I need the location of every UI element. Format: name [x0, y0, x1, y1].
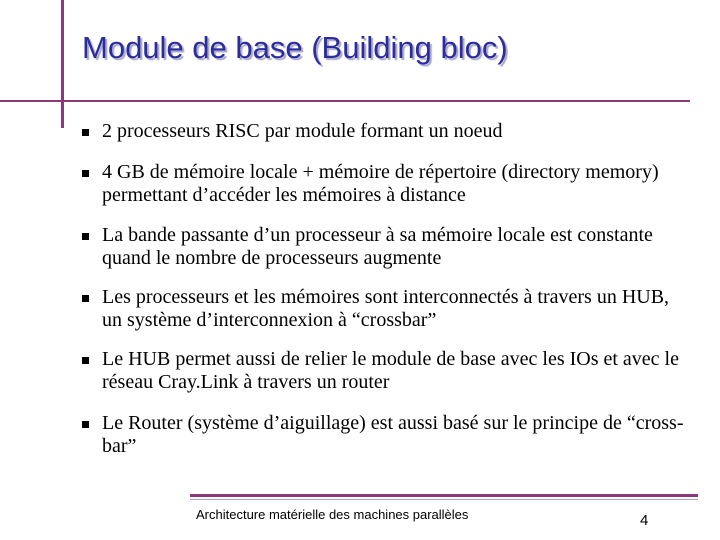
bullet-item	[82, 120, 502, 143]
horizontal-rule	[0, 100, 690, 102]
bullet-text: La bande passante d’un processeur à sa mémoire locale est constante quand le nombre de processeurs augmente	[102, 224, 653, 269]
bullet-square-icon	[82, 357, 89, 364]
vertical-rule	[61, 0, 64, 128]
bullet-text: Les processeurs et les mémoires sont interconnectés à travers un HUB, un système d’interconnexion à “crossbar”	[102, 286, 670, 331]
bullet-item	[82, 348, 692, 394]
bullet-item	[82, 286, 692, 332]
slide-title: Module de base (Building bloc)	[82, 30, 508, 65]
footer-text: Architecture matérielle des machines parallèles	[196, 507, 469, 522]
bullet-item	[82, 161, 692, 207]
bullet-text: 4 GB de mémoire locale + mémoire de répertoire (directory memory) permettant d’accéder les mémoires à distance	[102, 161, 659, 206]
bullet-item	[82, 224, 692, 270]
bullet-square-icon	[82, 295, 89, 302]
bullet-square-icon	[82, 129, 89, 136]
bullet-item	[82, 412, 692, 458]
bullet-square-icon	[82, 421, 89, 428]
bullet-text: Le Router (système d’aiguillage) est aussi basé sur le principe de “cross-bar”	[102, 412, 684, 457]
bullet-text: 2 processeurs RISC par module formant un noeud	[102, 120, 503, 142]
page-number: 4	[640, 512, 649, 529]
footer-rule	[190, 494, 698, 497]
bullet-square-icon	[82, 170, 89, 177]
footer-rule-thin	[190, 499, 698, 500]
bullet-text: Le HUB permet aussi de relier le module de base avec les IOs et avec le réseau Cray.Link à travers un router	[102, 348, 679, 393]
bullet-square-icon	[82, 233, 89, 240]
